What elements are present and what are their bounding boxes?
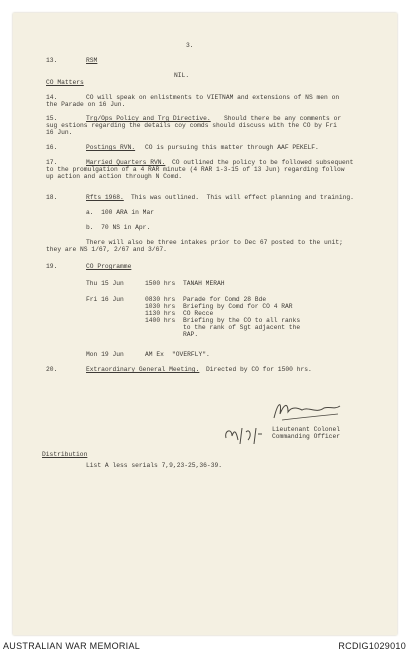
distribution-label: Distribution xyxy=(42,451,88,458)
body-line: CO outlined the policy to be followed subsequent xyxy=(172,159,354,166)
programme-event: Briefing by Comd for CO 4 RAR xyxy=(183,303,293,310)
item-heading: Postings RVN. xyxy=(86,144,136,151)
body-line: Should there be any comments or xyxy=(224,115,342,122)
archive-name: AUSTRALIAN WAR MEMORIAL xyxy=(3,641,141,651)
item-heading: Married Quarters RVN. xyxy=(86,159,166,166)
programme-event: RAP. xyxy=(183,331,199,338)
programme-day: Thu 15 Jun xyxy=(86,280,124,287)
archive-footer xyxy=(0,638,410,654)
item-heading: Rfts 1968. xyxy=(86,194,124,201)
programme-time: AM Ex xyxy=(145,351,164,358)
body-line: the Parade on 16 Jun. xyxy=(46,101,126,108)
body-line: up action and action through N Comd. xyxy=(46,173,183,180)
item-number: 15. xyxy=(46,115,58,122)
item-heading: Extraordinary General Meeting. xyxy=(86,366,200,373)
distribution-text: List A less serials 7,9,23-25,36-39. xyxy=(86,462,223,469)
item-heading: RSM xyxy=(86,57,98,64)
item-number: 19. xyxy=(46,263,58,270)
body-line: to the promulgation of a 4 RAR minute (4 RAR 1-3-15 of 13 Jun) regarding follow xyxy=(46,166,345,173)
signatory-rank: Lieutenant Colonel xyxy=(272,426,341,433)
programme-event: TANAH MERAH xyxy=(183,280,225,287)
list-item: a. 100 ARA in Mar xyxy=(86,209,155,216)
item-heading: CO Programme xyxy=(86,263,132,270)
body-line: There will also be three intakes prior to Dec 67 posted to the unit; xyxy=(86,239,343,246)
body-line: This was outlined. This will effect planning and training. xyxy=(131,194,354,201)
programme-time: 1400 hrs xyxy=(145,317,176,324)
programme-time: 1030 hrs xyxy=(145,303,176,310)
programme-event: "OVERFLY". xyxy=(172,351,210,358)
body-line: they are NS 1/67, 2/67 and 3/67. xyxy=(46,246,167,253)
body-line: Directed by CO for 1500 hrs. xyxy=(206,366,312,373)
body-line: sug estions regarding the details coy comds should discuss with the CO by Fri xyxy=(46,122,337,129)
item-number: 14. xyxy=(46,94,58,101)
body-line: CO will speak on enlistments to VIETNAM and extensions of NS men on xyxy=(86,94,340,101)
item-number: 18. xyxy=(46,194,58,201)
signature-mark xyxy=(268,396,350,424)
item-number: 17. xyxy=(46,159,58,166)
signatory-role: Commanding Officer xyxy=(272,433,341,440)
item-heading: Trg/Ops Policy and Trg Directive. xyxy=(86,115,211,122)
programme-event: Parade for Comd 28 Bde xyxy=(183,296,267,303)
section-heading: CO Matters xyxy=(46,79,84,86)
archive-id: RCDIG1029010 xyxy=(338,641,406,651)
item-number: 13. xyxy=(46,57,58,64)
initials-mark xyxy=(222,422,266,448)
programme-time: 1500 hrs xyxy=(145,280,176,287)
programme-time: 1130 hrs xyxy=(145,310,176,317)
page-number: 3. xyxy=(186,42,194,49)
list-item: b. 70 NS in Apr. xyxy=(86,224,151,231)
body-line: CO is pursuing this matter through AAF PEKELF. xyxy=(145,144,319,151)
nil-text: NIL. xyxy=(174,72,190,79)
programme-event: CO Recce xyxy=(183,310,214,317)
body-line: 16 Jun. xyxy=(46,129,73,136)
programme-day: Fri 16 Jun xyxy=(86,296,124,303)
item-number: 20. xyxy=(46,366,58,373)
programme-day: Mon 19 Jun xyxy=(86,351,124,358)
item-number: 16. xyxy=(46,144,58,151)
programme-time: 0830 hrs xyxy=(145,296,176,303)
programme-event: to the rank of Sgt adjacent the xyxy=(183,324,301,331)
programme-event: Briefing by the CO to all ranks xyxy=(183,317,301,324)
